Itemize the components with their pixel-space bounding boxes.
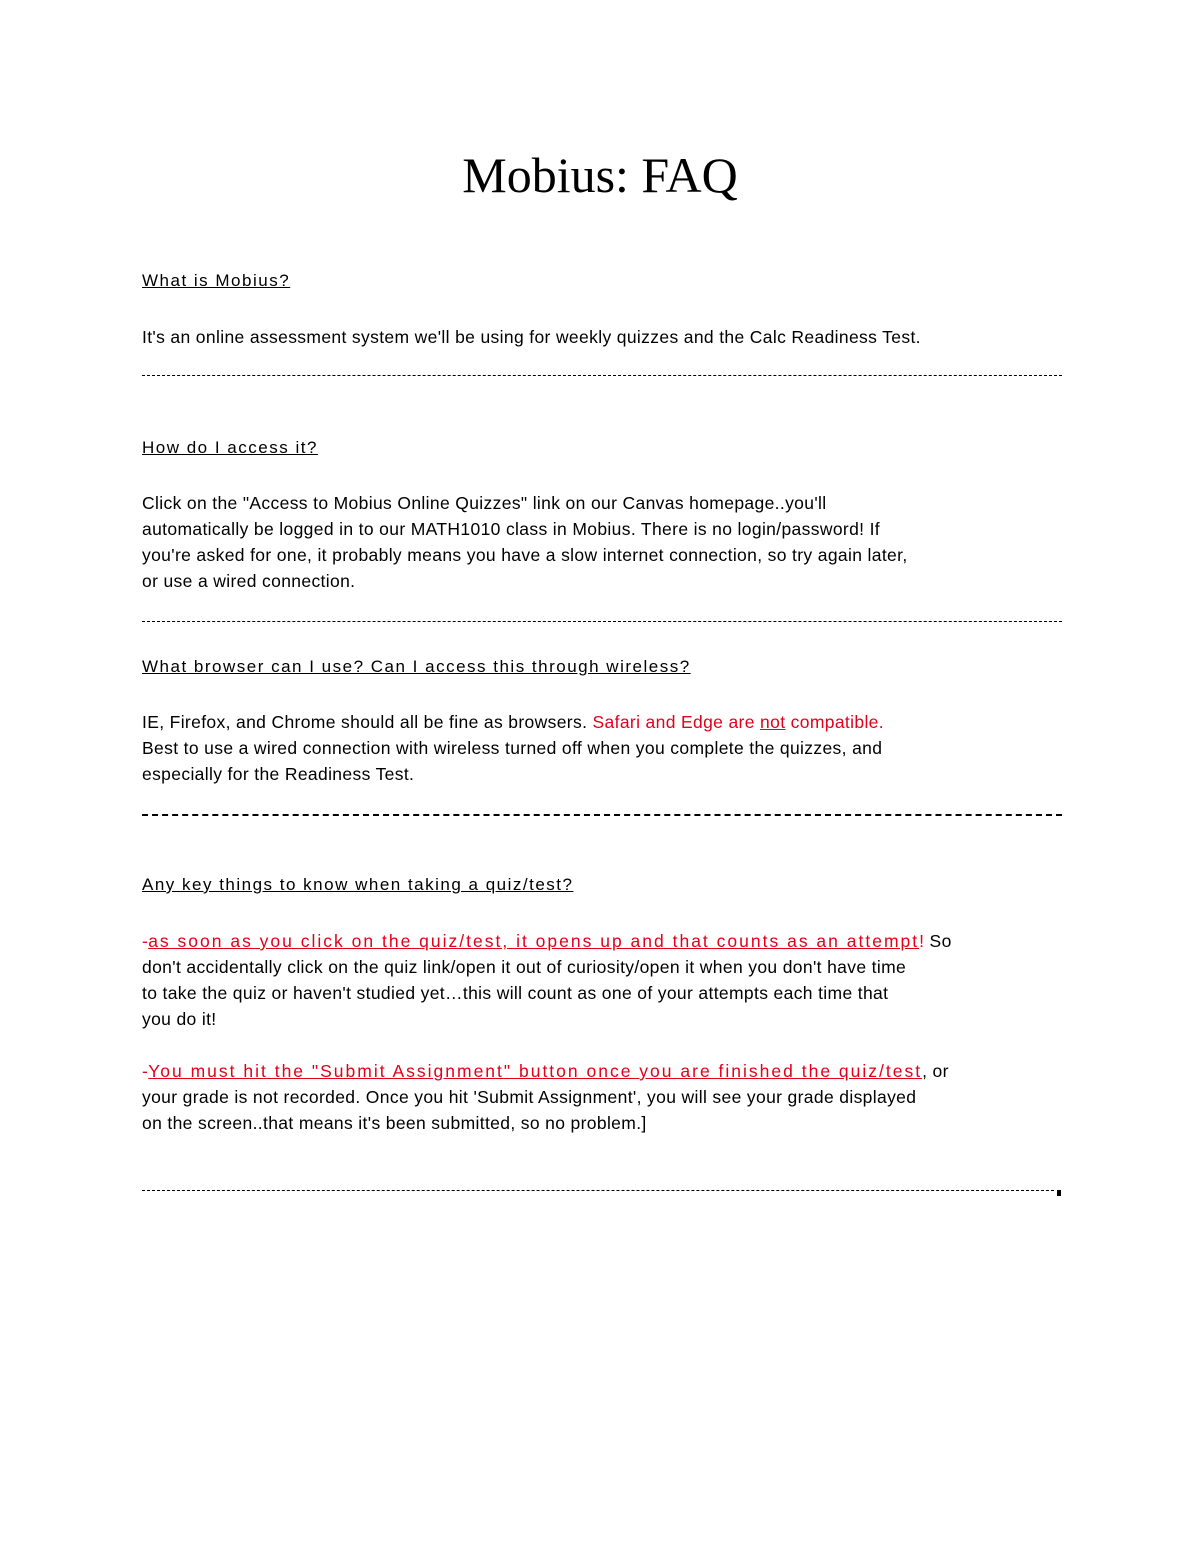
faq-question-how-to-access: How do I access it? [142,438,318,457]
answer-line: Best to use a wired connection with wireless turned off when you complete the quizzes, and [142,738,883,758]
answer-line: your grade is not recorded. Once you hit 'Submit Assignment', you will see your grade displayed [142,1087,917,1107]
browser-compatible-text: IE, Firefox, and Chrome should all be fine as browsers. [142,712,593,732]
faq-answer-attempt-warning [142,928,1062,1032]
section-divider [142,1190,1054,1191]
bullet-dash: - [142,1061,149,1081]
bullet-dash: - [142,931,149,951]
faq-question-browser: What browser can I use? Can I access this through wireless? [142,657,691,676]
faq-question-what-is-mobius: What is Mobius? [142,271,291,290]
faq-question-key-things: Any key things to know when taking a quiz/test? [142,875,574,894]
submit-warning-tail: , or [922,1061,949,1081]
not-emphasis: not [760,712,786,732]
faq-answer-browser [142,709,1062,787]
section-divider [142,375,1062,376]
answer-line: to take the quiz or haven't studied yet…this will count as one of your attempts each time that [142,983,889,1003]
answer-line: you're asked for one, it probably means you have a slow internet connection, so try again later, [142,545,908,565]
end-mark [1057,1190,1061,1196]
answer-line [142,1058,1062,1084]
answer-line [142,709,1062,735]
answer-line: you do it! [142,1009,217,1029]
page-title: Mobius: FAQ [462,147,738,203]
attempt-warning-exclamation: ! [919,931,925,951]
faq-answer-how-to-access [142,490,1062,594]
faq-answer-what-is-mobius [142,324,1062,350]
incompatible-warning [593,712,884,732]
attempt-warning-text: as soon as you click on the quiz/test, it opens up and that counts as an attempt [148,931,920,951]
answer-line [142,928,1062,954]
answer-line: or use a wired connection. [142,571,356,591]
answer-line: on the screen..that means it's been submitted, so no problem.] [142,1113,647,1133]
faq-answer-submit-warning [142,1058,1062,1136]
answer-line: It's an online assessment system we'll be using for weekly quizzes and the Calc Readiness Test. [142,327,921,347]
answer-line: especially for the Readiness Test. [142,764,415,784]
submit-warning-text: You must hit the "Submit Assignment" button once you are finished the quiz/test [148,1061,923,1081]
answer-line: automatically be logged in to our MATH1010 class in Mobius. There is no login/password! If [142,519,881,539]
section-divider [142,814,1062,816]
section-divider [142,621,1062,622]
attempt-warning-tail: So [924,931,952,951]
answer-line: don't accidentally click on the quiz link/open it out of curiosity/open it when you don't have time [142,957,907,977]
incompatible-warning-start: Safari and Edge are [592,712,761,732]
answer-line: Click on the "Access to Mobius Online Quizzes" link on our Canvas homepage..you'll [142,493,827,513]
incompatible-warning-end: compatible. [785,712,884,732]
